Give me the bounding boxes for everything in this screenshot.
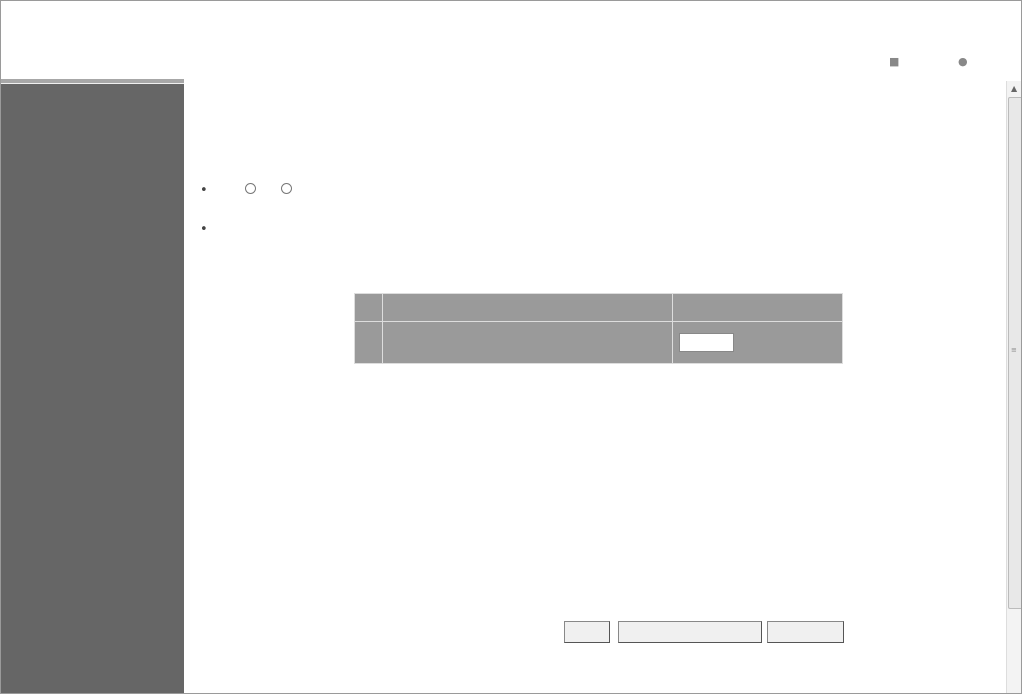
grip-icon: ≡ — [1011, 346, 1017, 354]
enable-dmz-row — [200, 183, 313, 198]
client-ip-cell — [673, 322, 843, 364]
bullet-icon: • — [200, 183, 208, 198]
cancel-button[interactable] — [767, 621, 844, 643]
help-button[interactable] — [564, 621, 610, 643]
client-ip-input[interactable] — [679, 333, 734, 352]
disable-radio[interactable] — [281, 183, 292, 194]
table-header-row — [355, 294, 843, 322]
main-content — [193, 81, 1003, 693]
number-header — [355, 294, 383, 322]
table-row — [355, 322, 843, 364]
dmz-host-table — [354, 293, 843, 364]
sidebar — [1, 79, 184, 694]
scroll-up-icon[interactable]: ▲ — [1011, 84, 1018, 93]
enable-radio[interactable] — [245, 183, 256, 194]
sidebar-firewall-submenu — [1, 79, 184, 84]
circle-bullet-icon: ● — [958, 55, 968, 68]
logout-link[interactable] — [958, 50, 970, 69]
row-number — [355, 322, 383, 364]
home-link[interactable] — [889, 50, 901, 69]
square-bullet-icon: ■ — [889, 55, 900, 68]
public-ip-cell — [383, 322, 673, 364]
header — [1, 1, 1021, 79]
public-ip-header — [383, 294, 673, 322]
vertical-scrollbar[interactable] — [1006, 81, 1022, 694]
save-settings-button[interactable] — [618, 621, 762, 643]
bullet-icon: • — [200, 222, 208, 237]
client-ip-header — [673, 294, 843, 322]
